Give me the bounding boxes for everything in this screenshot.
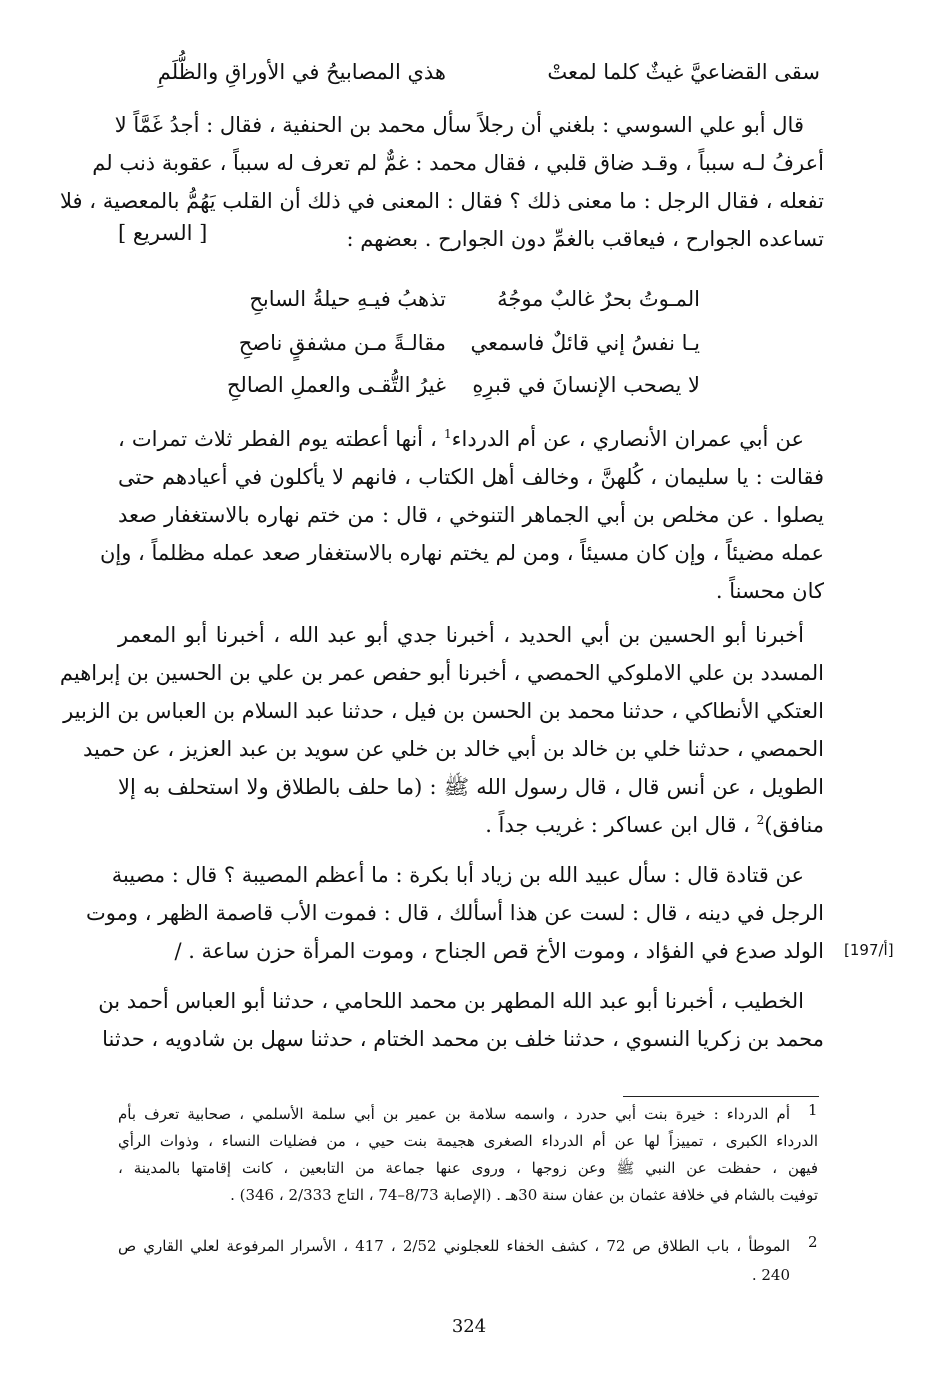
paragraph-line: الولد صدع في الفؤاد ، وموت الأخ قص الجناح ، وموت المرأة حزن ساعة . /	[174, 939, 824, 963]
footnote-ref-2[interactable]: 2	[756, 813, 765, 827]
paragraph-5	[98, 983, 824, 1059]
poem-line-1-right: المـوتُ بحرٌ غالبٌ موجُهُ	[497, 287, 700, 311]
line-text: عن أبي عمران الأنصاري ، عن أم الدرداء	[451, 427, 804, 451]
footnote-1-number: 1	[808, 1101, 818, 1119]
paragraph-line: المسدد بن علي الاملوكي الحمصي ، أخبرنا أبو حفص عمر بن علي بن الحسين بن إبراهيم	[59, 661, 824, 685]
paragraph-line: الحمصي ، حدثنا خلي بن خالد بن أبي خالد بن خلي عن سويد بن عبد العزيز ، عن حميد	[82, 737, 824, 761]
paragraph-line: أخبرنا أبو الحسين بن أبي الحديد ، أخبرنا جدي أبو عبد الله ، أخبرنا أبو المعمر	[118, 623, 804, 647]
page-number: 324	[451, 1316, 487, 1337]
paragraph-line: محمد بن زكريا النسوي ، حدثنا خلف بن محمد الختام ، حدثنا سهل بن شادويه ، حدثنا	[102, 1027, 824, 1051]
line-text: منافق)	[764, 813, 824, 837]
paragraph-line: كان محسناً .	[715, 579, 824, 603]
poem-line-3-right: لا يصحب الإنسانَ في قبرِهِ	[472, 373, 700, 397]
paragraph-line: فقالت : يا سليمان ، كُلهنَّ ، وخالف أهل الكتاب ، فانهم لا يأكلون في أعيادهم حتى	[118, 465, 824, 489]
paragraph-line: العتكي الأنطاكي ، حدثنا محمد بن الحسن بن فيل ، حدثنا عبد السلام بن العباس بن الزبير	[63, 699, 824, 723]
footnote-line: أم الدرداء : خيرة بنت أبي حدرد ، واسمه سلامة بن عمير بن أبي سلمة الأسلمي ، صحابية تعرف بأم	[118, 1105, 790, 1123]
paragraph-line: عن قتادة قال : سأل عبيد الله بن زياد أبا بكرة : ما أعظم المصيبة ؟ قال : مصيبة	[111, 863, 804, 887]
paragraph-3	[59, 617, 824, 849]
paragraph-line: يصلوا . عن مخلص بن أبي الجماهر التنوخي ، قال : من ختم نهاره بالاستغفار صعد	[118, 503, 824, 527]
paragraph-line: تساعده الجوارح ، فيعاقب بالغمِّ دون الجوارح . بعضهم :	[346, 227, 824, 251]
footnote-line: الدرداء الكبرى ، تمييزاً لها عن أم الدرداء الصغرى هجيمة بنت حيي ، من فضليات النساء ، وذوات الرأي	[118, 1132, 818, 1150]
paragraph-line: تفعله ، فقال الرجل : ما معنى ذلك ؟ فقال : المعنى في ذلك أن القلب يَهُمُّ بالمعصية ، فلا	[60, 189, 824, 213]
meter-label: [ السريع ]	[118, 221, 208, 245]
poem-line-2-right: يـا نفسُ إني قائلٌ فاسمعي	[470, 331, 700, 355]
footnote-separator	[623, 1096, 819, 1097]
poem-line-3-left: غيرُ التُّقـى والعملِ الصالحِ	[226, 373, 446, 397]
line-text: ، قال ابن عساكر : غريب جداً .	[485, 813, 757, 837]
footnote-line: الموطأ ، باب الطلاق ص 72 ، كشف الخفاء للعجلوني 2/52 ، 417 ، الأسرار المرفوعة لعلي القاري ص	[118, 1237, 790, 1255]
line-text: ، أنها أعطته يوم الفطر ثلاث تمرات ،	[118, 427, 444, 451]
paragraph-2	[99, 421, 824, 611]
poem-line-1-left: تذهبُ فيـهِ حيلةُ السابحِ	[249, 287, 446, 311]
opening-verse-left: هذي المصابيحُ في الأوراقِ والظُّلَمِ	[157, 60, 446, 84]
footnote-1	[118, 1101, 818, 1211]
paragraph-line: أعرفُ لـه سبباً ، وقـد ضاق قلبي ، فقال محمد : غمٌّ لم تعرف له سبباً ، عقوبة ذنب لم	[92, 151, 824, 175]
footnote-line: فيهن ، حفظت عن النبي ﷺ وعن زوجها ، وروى عنها جماعة من التابعين ، كانت إقامتها بالمدينة ،	[118, 1159, 818, 1177]
footnote-2	[118, 1233, 818, 1289]
paragraph-1	[60, 107, 824, 257]
poem-line-2-left: مقالـةً مـن مشفقٍ ناصحِ	[238, 331, 446, 355]
paragraph-line	[118, 421, 804, 457]
footnote-line: توفيت بالشام في خلافة عثمان بن عفان سنة 30هـ . (الإصابة 8/73–74 ، التاج 2/333 ، 346) .	[230, 1186, 818, 1204]
manuscript-folio-marker: [197/أ]	[844, 941, 894, 959]
paragraph-4	[86, 857, 824, 973]
footnote-line: 240 .	[751, 1266, 790, 1284]
paragraph-line: الخطيب ، أخبرنا أبو عبد الله المطهر بن محمد اللحامي ، حدثنا أبو العباس أحمد بن	[98, 989, 804, 1013]
paragraph-line: عمله مضيئاً ، وإن كان مسيئاً ، ومن لم يختم نهاره بالاستغفار صعد عمله مظلماً ، وإن	[99, 541, 824, 565]
footnote-2-number: 2	[808, 1233, 818, 1251]
paragraph-line: قال أبو علي السوسي : بلغني أن رجلاً سأل محمد بن الحنفية ، فقال : أجدُ غَمَّاً لا	[114, 113, 804, 137]
paragraph-line	[118, 807, 824, 843]
paragraph-line: الطويل ، عن أنس قال ، قال رسول الله ﷺ : (ما حلف بالطلاق ولا استحلف به إلا	[118, 775, 824, 799]
footnote-ref-1[interactable]: 1	[444, 427, 452, 441]
paragraph-line: الرجل في دينه ، قال : لست عن هذا أسألك ، قال : فموت الأب قاصمة الظهر ، وموت	[86, 901, 824, 925]
opening-verse-right: سقى القضاعيَّ غيثٌ كلما لمعتْ	[547, 60, 820, 84]
